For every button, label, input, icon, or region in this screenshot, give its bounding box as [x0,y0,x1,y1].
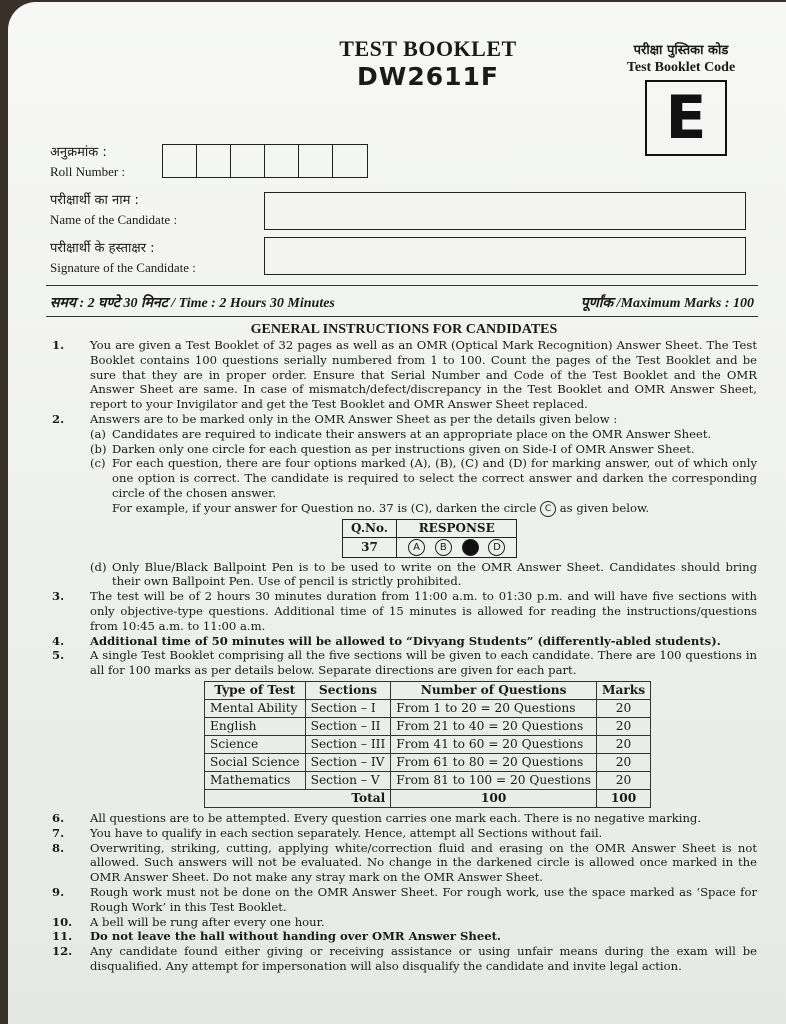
instruction-item: 8. Overwriting, striking, cutting, applying white/correction fluid and erasing on the OMR Answer Sheet is not allowed. Such answers will not be evaluated. No change in the darkened circle is allowed once marked in the OMR Answer Sheet. Do not make any stray mark on the OMR Answer Sheet. [52,840,757,885]
table-row: Mathematics Section – V From 81 to 100 = 20 Questions 20 [205,771,651,789]
response-example-table: Q.No. RESPONSE 37 A B C D [342,519,517,558]
candidate-name-field[interactable] [264,192,746,230]
example-question-number: 37 [343,537,397,557]
roll-number-field[interactable] [162,144,368,178]
test-booklet-cover [8,2,786,1024]
signature-label-hindi: परीक्षार्थी के हस्ताक्षर : [50,241,155,256]
instruction-item: 1. You are given a Test Booklet of 32 pages as well as an OMR (Optical Mark Recognition) Answer Sheet. The Test Booklet contains 100 questions serially numbered from 1 to 100. Count the pages of the Test Booklet and be sure that they are in proper order. Ensure that Serial Number and Code of the Test Booklet and the OMR Answer Sheet are same. In case of mismatch/defect/discrepancy in the Test Booklet and OMR Answer Sheet, report to your Invigilator and get the Test Booklet and OMR Answer Sheet replaced. [52,338,757,412]
signature-label: Signature of the Candidate : [50,260,196,275]
booklet-id: DW2611F [357,62,499,91]
table-row: Social Science Section – IV From 61 to 80 = 20 Questions 20 [205,753,651,771]
divider [46,316,758,317]
instruction-item: 3. The test will be of 2 hours 30 minutes duration from 11:00 a.m. to 01:30 p.m. and will have five sections with only objective-type questions. Additional time of 15 minutes is allowed for reading the instructions/questions from 10:45 a.m. to 11:00 a.m. [52,589,757,633]
booklet-code-label-hindi: परीक्षा पुस्तिका कोड [633,43,729,58]
instruction-item: 4. Additional time of 50 minutes will be allowed to “Divyang Students” (differently-abled students). [52,633,721,648]
option-b-bubble-icon: B [435,539,452,556]
candidate-name-label: Name of the Candidate : [50,212,178,227]
sections-table: Type of Test Sections Number of Questions Marks Mental Ability Section – I From 1 to 20 = 20 Questions 20 English Section – II From 21 to 40 = 20 Questions 20 Science Section – III From 41 to 60 = 20 Questions 20 Social Science Section – IV From 61 to 80 = 20 Questions 20 Mathematics Section – V From 81 to 100 = 20 Questions 20 Total 100 100 [204,681,651,808]
instruction-item: 10. A bell will be rung after every one hour. [52,914,325,929]
option-c-bubble-icon: C [540,501,556,517]
roll-digit-box[interactable] [265,145,299,177]
maximum-marks-text: पूर्णांक /Maximum Marks : 100 [580,296,754,311]
duration-text: समय : 2 घण्टे 30 मिनट / Time : 2 Hours 30 Minutes [50,296,335,311]
roll-digit-box[interactable] [197,145,231,177]
booklet-code-label: Test Booklet Code [626,60,736,75]
table-row: English Section – II From 21 to 40 = 20 Questions 20 [205,717,651,735]
instructions-heading: GENERAL INSTRUCTIONS FOR CANDIDATES [250,322,558,337]
instruction-item: 2. Answers are to be marked only in the OMR Answer Sheet as per the details given below : (a) Candidates are required to indicate their answers at an appropriate place on the OMR Answer Sheet. (b) Darken only one circle for each question as per instructions given on Side-I of OMR Answer Sheet. (c) For each question, there are four options marked (A), (B), (C) and (D) for marking answer, out of which only one option is correct. The candidate is required to select the correct answer and darken the corresponding circle of the chosen answer. For example, if your answer for Question no. 37 is (C), darken the circle C as given below. Q.No. RESPONSE 37 A B C D (d) Only Blue/Black Ballpoint Pen is to be used to write on the OMR Answer Sheet. Candidates should bring their own Ballpoint Pen. Use of pencil is strictly prohibited. [52,411,757,589]
booklet-code-box: E [645,80,727,156]
table-row: Science Section – III From 41 to 60 = 20 Questions 20 [205,735,651,753]
instruction-item: 11. Do not leave the hall without handing over OMR Answer Sheet. [52,929,501,944]
divider [46,285,758,286]
instruction-item: 9. Rough work must not be done on the OMR Answer Sheet. For rough work, use the space marked as ‘Space for Rough Work’ in this Test Booklet. [52,884,757,914]
table-row: Mental Ability Section – I From 1 to 20 = 20 Questions 20 [205,699,651,717]
instruction-item: 5. A single Test Booklet comprising all the five sections will be given to each candidate. There are 100 questions in all for 100 marks as per details below. Separate directions are given for each part. Type of Test Sections Number of Questions Marks Mental Ability Section – I From 1 to 20 = 20 Questions 20 English Section – II From 21 to 40 = 20 Questions 20 Science Section – III From 41 to 60 = 20 Questions 20 Social Science Section – IV From 61 to 80 = 20 Questions 20 Mathematics Section – V From 81 to 100 = 20 Questions 20 Total 100 100 [52,648,757,811]
instruction-item: 12. Any candidate found either giving or receiving assistance or using unfair means during the exam will be disqualified. Any attempt for impersonation will also disqualify the candidate and invite legal action. [52,944,757,973]
option-c-filled-bubble-icon: C [462,539,479,556]
instructions-list [52,338,757,974]
roll-number-label-hindi: अनुक्रमांक : [50,145,107,160]
roll-digit-box[interactable] [163,145,197,177]
instruction-item: 6. All questions are to be attempted. Every question carries one mark each. There is no negative marking. [52,810,702,825]
signature-field[interactable] [264,237,746,275]
time-bar [50,293,754,312]
example-line: For example, if your answer for Question no. 37 is (C), darken the circle C as given below. [112,500,650,515]
roll-number-label: Roll Number : [50,164,126,179]
instruction-subitem: (a) Candidates are required to indicate their answers at an appropriate place on the OMR Answer Sheet. [90,426,712,441]
option-d-bubble-icon: D [488,539,505,556]
booklet-title: TEST BOOKLET [339,36,517,61]
candidate-name-label-hindi: परीक्षार्थी का नाम : [50,193,139,208]
instruction-item: 7. You have to qualify in each section separately. Hence, attempt all Sections without fail. [52,825,603,840]
instruction-subitem: (c) For each question, there are four options marked (A), (B), (C) and (D) for marking answer, out of which only one option is correct. The candidate is required to select the correct answer and darken the corresponding circle of the chosen answer. For example, if your answer for Question no. 37 is (C), darken the circle C as given below. [90,456,757,515]
roll-digit-box[interactable] [333,145,367,177]
roll-digit-box[interactable] [299,145,333,177]
roll-digit-box[interactable] [231,145,265,177]
table-total-row: Total 100 100 [205,789,651,807]
instruction-subitem: (d) Only Blue/Black Ballpoint Pen is to be used to write on the OMR Answer Sheet. Candidates should bring their own Ballpoint Pen. Use of pencil is strictly prohibited. [90,559,757,589]
option-a-bubble-icon: A [408,539,425,556]
instruction-subitem: (b) Darken only one circle for each question as per instructions given on Side-I of OMR Answer Sheet. [90,441,695,456]
